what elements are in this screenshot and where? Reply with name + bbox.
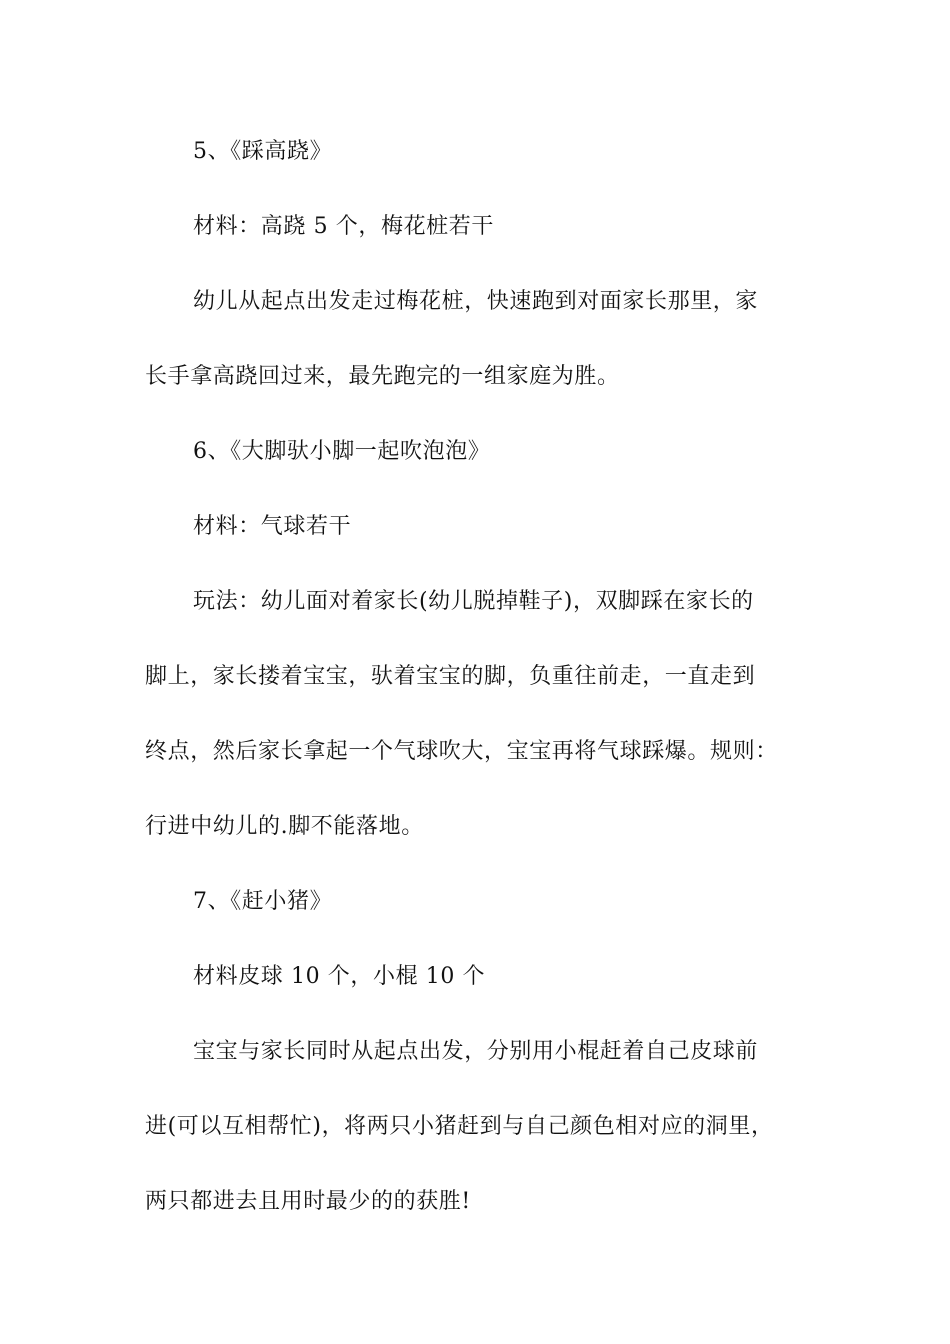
section-heading-6: 6、《大脚驮小脚一起吹泡泡》 [193,439,491,464]
paragraph-line: 进(可以互相帮忙)，将两只小猪赶到与自己颜色相对应的洞里， [145,1114,774,1139]
paragraph-line: 长手拿高跷回过来，最先跑完的一组家庭为胜。 [145,364,620,389]
paragraph-line: 终点，然后家长拿起一个气球吹大，宝宝再将气球踩爆。规则： [145,739,778,764]
paragraph-line: 宝宝与家长同时从起点出发，分别用小棍赶着自己皮球前 [193,1039,759,1064]
paragraph-line: 两只都进去且用时最少的的获胜! [145,1189,471,1214]
materials-line: 材料：高跷 5 个，梅花桩若干 [193,214,494,239]
section-heading-5: 5、《踩高跷》 [193,139,333,164]
materials-line: 材料皮球 10 个，小棍 10 个 [193,964,486,989]
paragraph-line: 脚上，家长搂着宝宝，驮着宝宝的脚，负重往前走，一直走到 [145,664,756,689]
paragraph-line: 幼儿从起点出发走过梅花桩，快速跑到对面家长那里，家 [193,289,759,314]
materials-line: 材料：气球若干 [193,514,352,539]
paragraph-line: 行进中幼儿的.脚不能落地。 [145,814,424,839]
paragraph-line: 玩法：幼儿面对着家长(幼儿脱掉鞋子)，双脚踩在家长的 [193,589,754,614]
section-heading-7: 7、《赶小猪》 [193,889,333,914]
